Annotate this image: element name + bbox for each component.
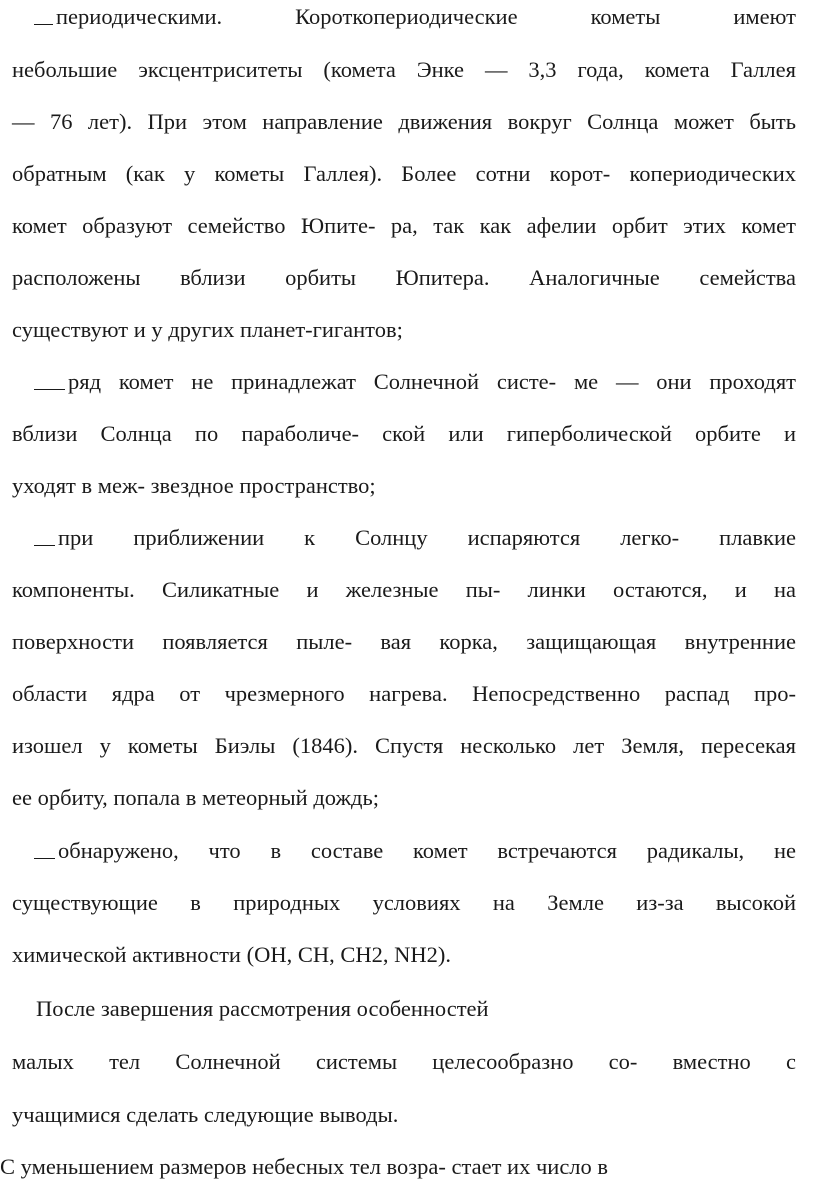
text-line: изошел у кометы Биэлы (1846). Спустя несколько лет Земля, пересекая [12, 733, 796, 758]
text-line: периодическими. Короткопериодические кометы имеют [56, 4, 796, 29]
text-line: расположены вблизи орбиты Юпитера. Аналогичные семейства [12, 265, 796, 290]
text-line: существуют и у других планет-гигантов; [12, 317, 403, 342]
text-line: обратным (как у кометы Галлея). Более сотни корот- копериодических [12, 161, 796, 186]
text-line: малых тел Солнечной системы целесообразно со- вместно с [12, 1049, 796, 1074]
text-line: ее орбиту, попала в метеорный дождь; [12, 785, 379, 810]
text-line: обнаружено, что в составе комет встречаются радикалы, не [58, 838, 796, 863]
text-line: учащимися сделать следующие выводы. [12, 1102, 399, 1127]
text-line: комет образуют семейство Юпите- ра, так как афелии орбит этих комет [12, 213, 796, 238]
text-line: химической активности (OH, CH, CH2, NH2). [12, 942, 451, 967]
text-line: уходят в меж- звездное пространство; [12, 473, 376, 498]
text-line: поверхности появляется пыле- вая корка, защищающая внутренние [12, 629, 796, 654]
text-line: существующие в природных условиях на Земле из-за высокой [12, 890, 796, 915]
text-line: компоненты. Силикатные и железные пы- линки остаются, и на [12, 577, 796, 602]
text-line: С уменьшением размеров небесных тел возра- стает их число в [0, 1154, 609, 1179]
text-line: при приближении к Солнцу испаряются легко- плавкие [58, 525, 796, 550]
text-line: — 76 лет). При этом направление движения вокруг Солнца может быть [12, 109, 796, 134]
text-line: области ядра от чрезмерного нагрева. Непосредственно распад про- [12, 681, 796, 706]
text-line: небольшие эксцентриситеты (комета Энке — 3,3 года, комета Галлея [12, 57, 796, 82]
text-line: ряд комет не принадлежат Солнечной систе- ме — они проходят [68, 369, 796, 394]
text-line: вблизи Солнца по параболиче- ской или гиперболической орбите и [12, 421, 796, 446]
text-line: После завершения рассмотрения особенностей [36, 996, 489, 1021]
